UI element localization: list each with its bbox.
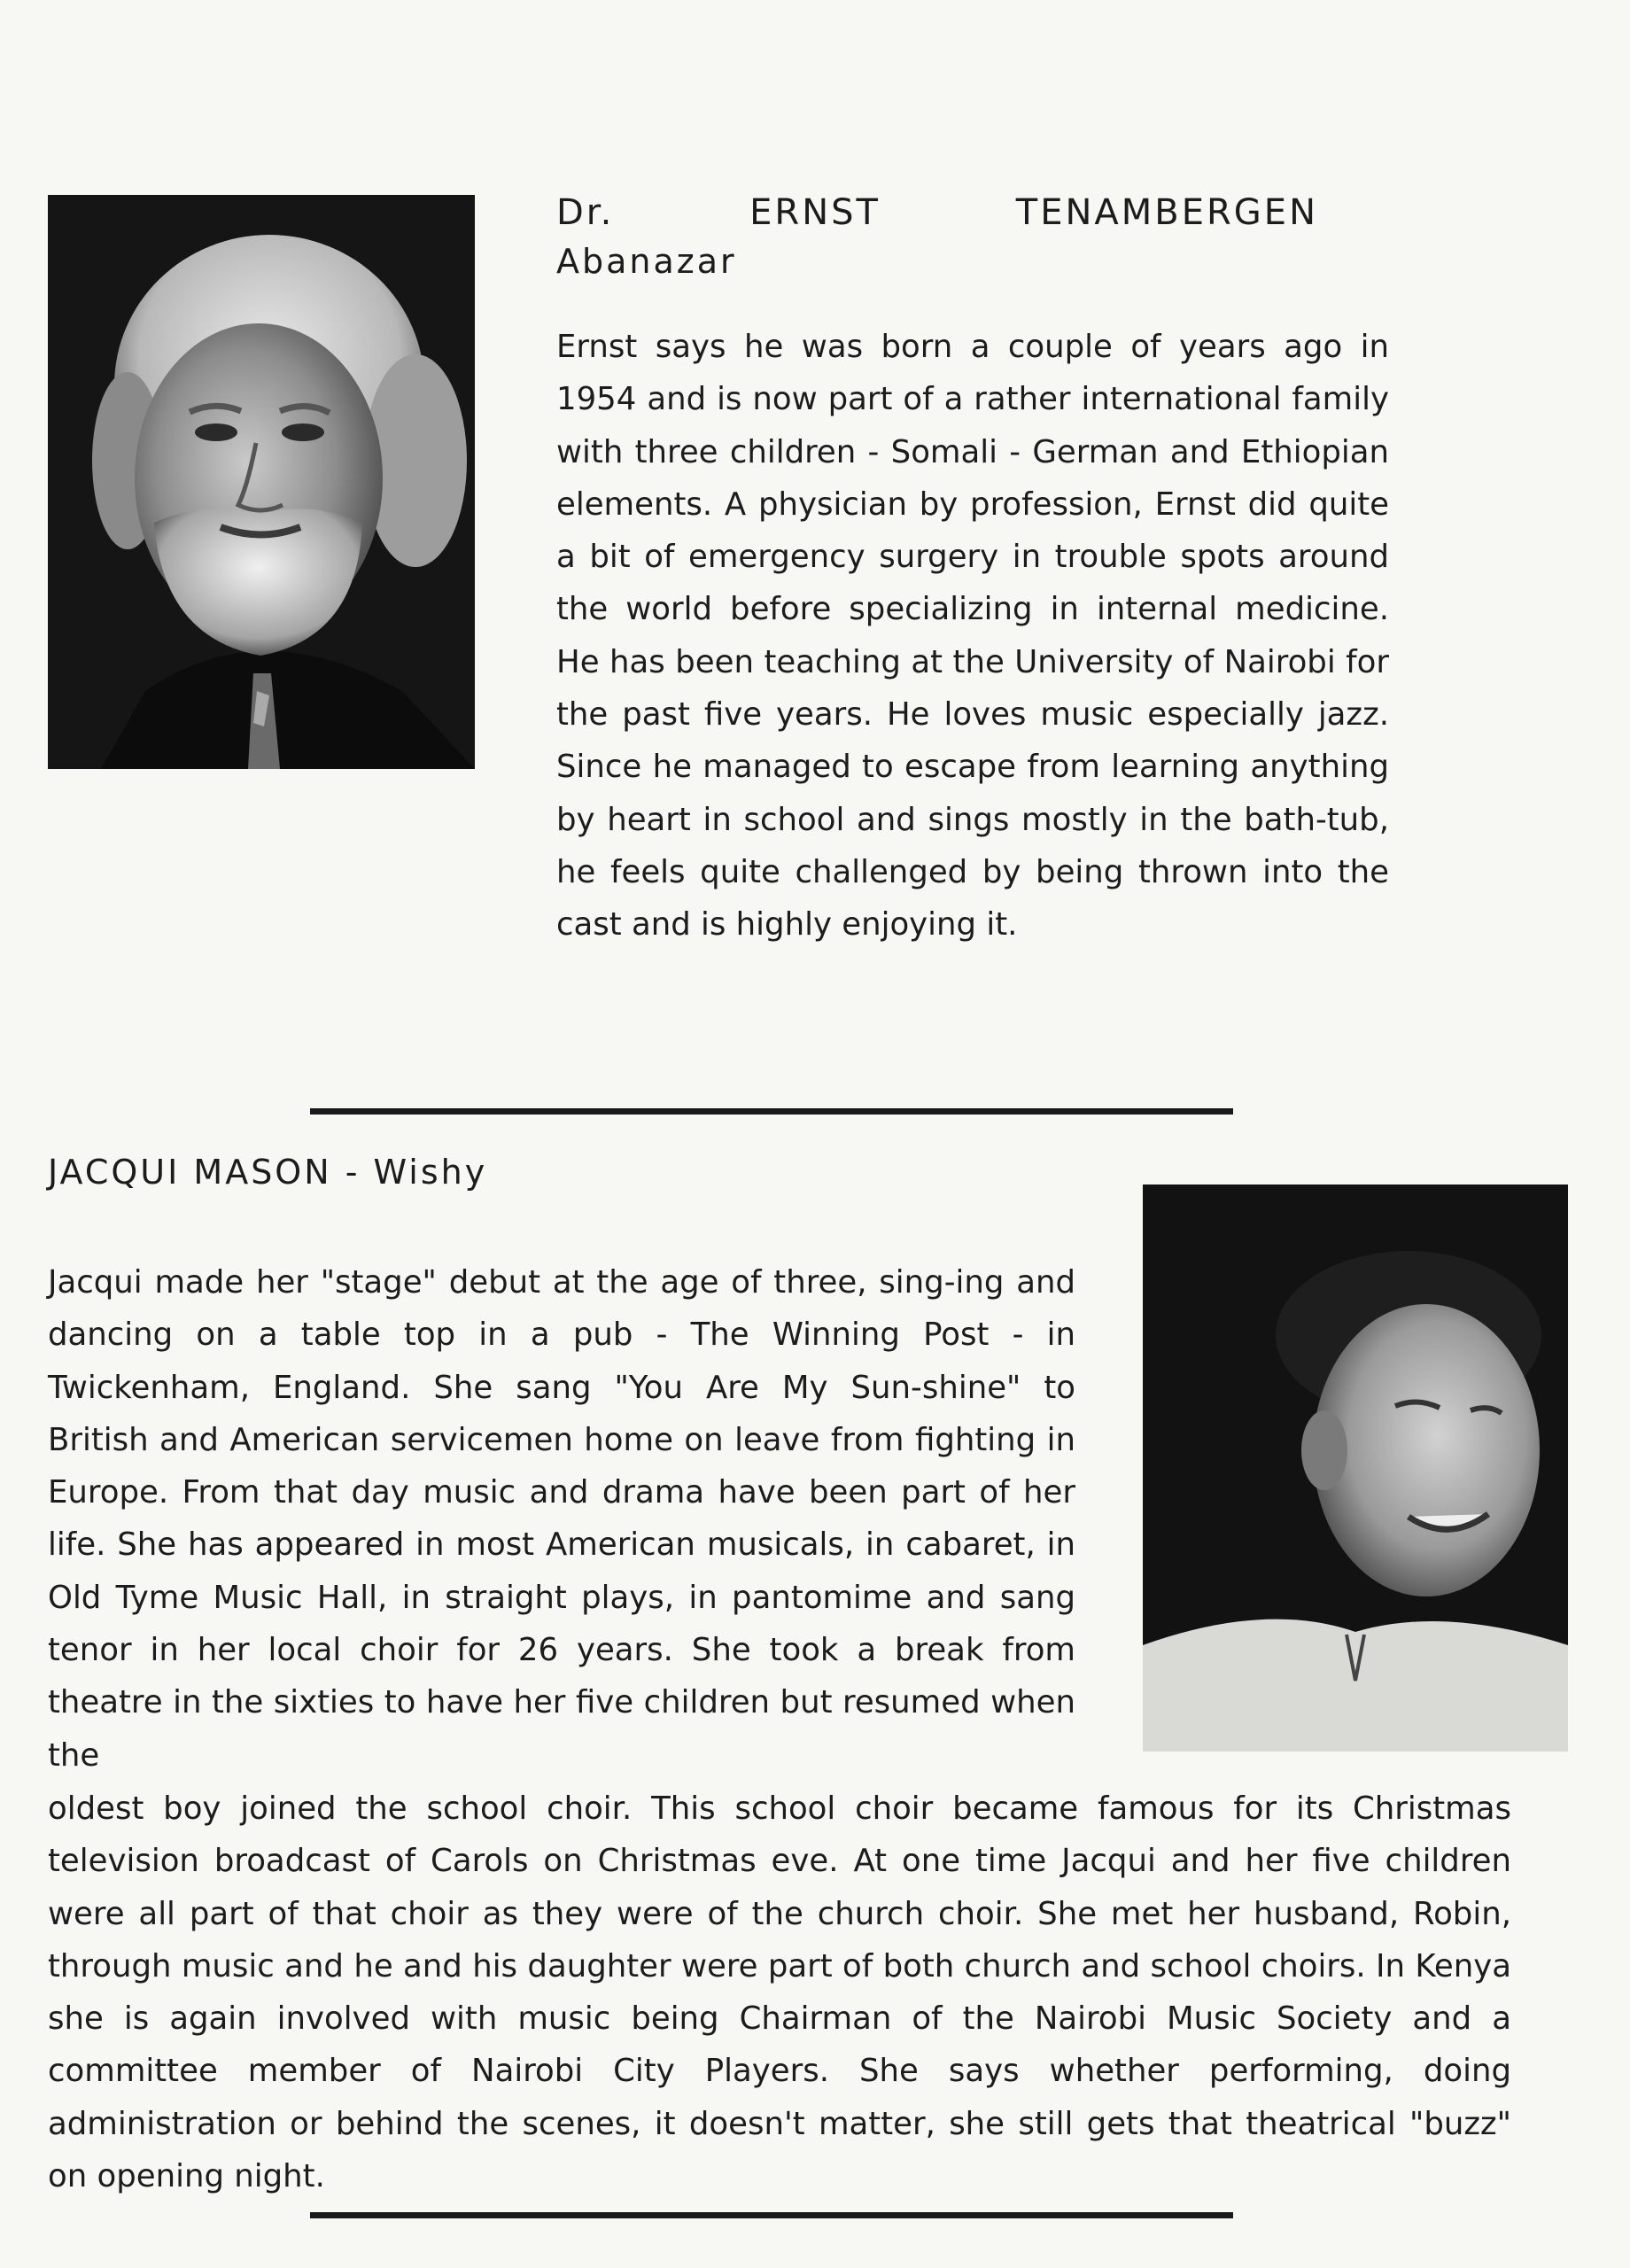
ernst-portrait-drawing	[48, 195, 475, 769]
bottom-divider	[310, 2212, 1233, 2218]
jacqui-portrait-drawing	[1143, 1184, 1568, 1751]
ernst-name-last: TENAMBERGEN	[1015, 192, 1318, 233]
ernst-bio: Ernst says he was born a couple of years ago in 1954 and is now part of a rather international family with three children - Somali - German and Ethiopian elements. A physician by profession, Ernst did quite a bit of emergency surgery in trouble spots around the world before specializing in internal medicine. He has been teaching at the University of Nairobi for the past five years. He loves music especially jazz. Since he managed to escape from learning anything by heart in school and sings mostly in the bath-tub, he feels quite challenged by being thrown into the cast and is highly enjoying it.	[556, 329, 1389, 944]
jacqui-heading: JACQUI MASON - Wishy	[48, 1153, 488, 1192]
ernst-name	[556, 188, 1318, 237]
jacqui-portrait-photo	[1143, 1184, 1568, 1751]
ernst-portrait-photo	[48, 195, 475, 769]
section-divider	[310, 1108, 1233, 1115]
ernst-profile	[556, 188, 1389, 951]
ernst-role: Abanazar	[556, 242, 737, 281]
jacqui-bio-full-width	[48, 1783, 1511, 2202]
jacqui-bio-wrapped	[48, 1256, 1075, 1782]
jacqui-bio-part1: Jacqui made her "stage" debut at the age of three, sing-ing and dancing on a table top in a pub - The Winning Post - in Twickenham, England. She sang "You Are My Sun-shine" to British and American servicemen home on leave from fighting in Europe. From that day music and drama have been part of her life. She has appeared in most American musicals, in cabaret, in Old Tyme Music Hall, in straight plays, in pantomime and sang tenor in her local choir for 26 years. She took a break from theatre in the sixties to have her five children but resumed when the	[48, 1264, 1075, 1774]
ernst-name-title: Dr.	[556, 192, 615, 233]
jacqui-bio-part2: oldest boy joined the school choir. This school choir became famous for its Christmas television broadcast of Carols on Christmas eve. At one time Jacqui and her five children were all part of that choir as they were of the church choir. She met her husband, Robin, through music and he and his daughter were part of both church and school choirs. In Kenya she is again involved with music being Chairman of the Nairobi Music Society and a committee member of Nairobi City Players. She says whether performing, doing administration or behind the scenes, it doesn't matter, she still gets that theatrical "buzz" on opening night.	[48, 1790, 1511, 2195]
ernst-name-first: ERNST	[749, 192, 881, 233]
